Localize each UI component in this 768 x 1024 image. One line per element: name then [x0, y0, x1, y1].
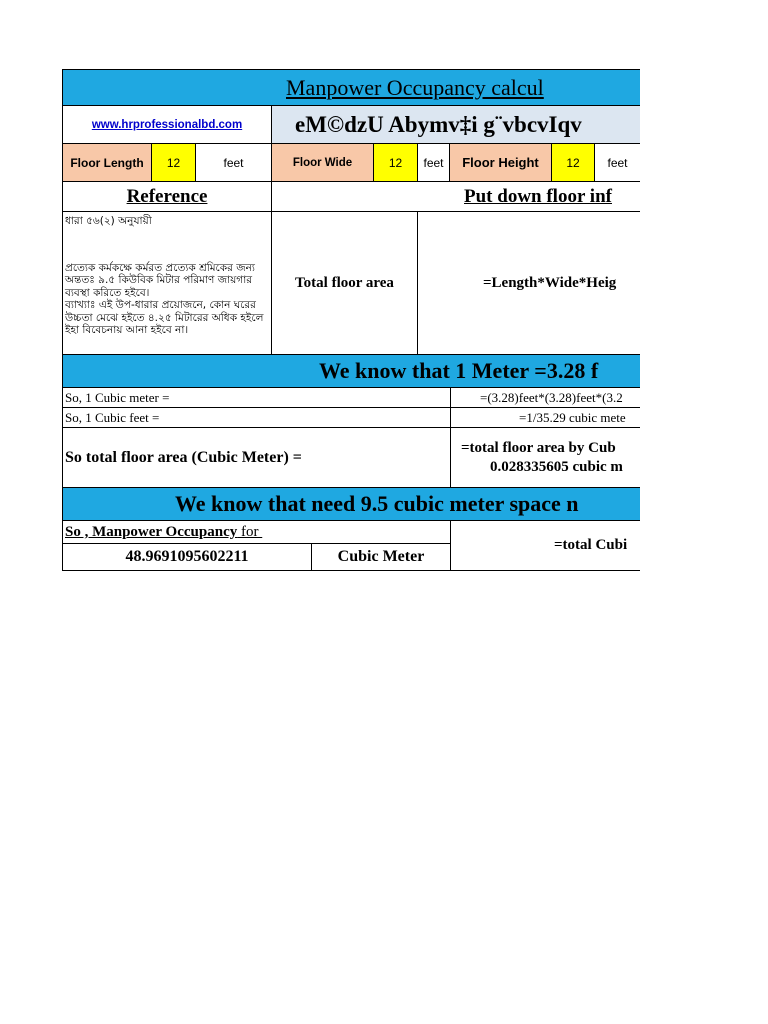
floor-length-value: 12: [166, 155, 181, 170]
floor-wide-unit: [418, 144, 450, 182]
reference-header-text: Reference: [126, 185, 208, 207]
meter-banner: [62, 354, 640, 388]
total-floor-area-label-cell: [272, 212, 418, 354]
total-floor-area-label: Total floor area: [295, 274, 394, 291]
put-down-header-text: Put down floor inf: [464, 185, 612, 207]
reference-explanation: ব্যাখ্যাঃ এই উপ-ধারার প্রয়োজনে, কোন ঘরের উচ্চতা মেঝে হইতে ৪.২৫ মিটারের অধিক হইলে ইহা বিবেচনায় আনা হইবে না।: [65, 299, 264, 336]
cubic-meter-formula-cell: [451, 388, 640, 408]
occupancy-unit-cell: [312, 544, 451, 571]
cubic-feet-formula: =1/35.29 cubic mete: [519, 409, 626, 425]
cubic-meter-formula: =(3.28)feet*(3.28)feet*(3.2: [480, 389, 623, 405]
floor-wide-label-text: Floor Wide: [292, 156, 353, 169]
floor-length-unit-text: feet: [223, 155, 244, 170]
floor-wide-value: 12: [388, 155, 403, 170]
floor-height-input[interactable]: [552, 144, 595, 182]
occupancy-formula: =total Cubi: [554, 537, 628, 553]
garbled-title: eM©dzU Abymv‡i g¨vbcvIqv: [295, 111, 582, 137]
reference-body: প্রত্যেক কর্মকক্ষে কর্মরত প্রত্যেক শ্রমিকের জন্য অন্ততঃ ৯.৫ কিউবিক মিটার পরিমাণ জায়গার ব্যবস্থা করিতে হইবে।: [65, 261, 255, 299]
title-banner: [62, 69, 640, 106]
reference-section: ধারা ৫৬(২) অনুযায়ী: [65, 215, 152, 227]
cubic-feet-label-cell: [62, 408, 451, 428]
floor-height-label-text: Floor Height: [462, 155, 539, 170]
garbled-title-cell: [272, 106, 640, 144]
occupancy-unit: Cubic Meter: [337, 548, 425, 565]
total-cubic-formula-line2: 0.028335605 cubic m: [490, 459, 623, 475]
cubic-meter-label-cell: [62, 388, 451, 408]
occupancy-label: [65, 524, 262, 541]
floor-wide-label: [272, 144, 374, 182]
need-banner: [62, 488, 640, 521]
total-floor-area-formula: =Length*Wide*Heig: [483, 274, 617, 291]
total-cubic-formula-cell: [451, 428, 640, 488]
cubic-meter-label: So, 1 Cubic meter =: [65, 389, 170, 405]
reference-text-cell: [62, 212, 272, 354]
meter-banner-text: We know that 1 Meter =3.28 f: [319, 358, 599, 383]
total-cubic-formula-line1: =total floor area by Cub: [461, 440, 616, 456]
page-title: Manpower Occupancy calcul: [286, 74, 544, 100]
reference-header: [62, 182, 272, 212]
floor-wide-input[interactable]: [374, 144, 418, 182]
floor-length-unit: [196, 144, 272, 182]
total-floor-area-formula-cell: [418, 212, 640, 354]
occupancy-formula-cell: [451, 521, 640, 571]
website-link[interactable]: www.hrprofessionalbd.com: [91, 118, 243, 131]
floor-height-unit: [595, 144, 640, 182]
website-cell: [62, 106, 272, 144]
occupancy-label-bold: So , Manpower Occupancy: [65, 523, 238, 540]
floor-height-unit-text: feet: [607, 155, 628, 170]
floor-length-input[interactable]: [152, 144, 196, 182]
cubic-feet-label: So, 1 Cubic feet =: [65, 409, 160, 425]
need-banner-text: We know that need 9.5 cubic meter space n: [175, 491, 579, 516]
occupancy-value: 48.9691095602211: [125, 548, 249, 565]
cubic-feet-formula-cell: [451, 408, 640, 428]
occupancy-value-cell: [62, 544, 312, 571]
spreadsheet: [62, 69, 640, 572]
occupancy-label-rest: for: [237, 523, 263, 540]
put-down-header: [272, 182, 640, 212]
total-cubic-label-cell: [62, 428, 451, 488]
floor-wide-unit-text: feet: [423, 155, 444, 170]
occupancy-label-cell: [62, 521, 451, 544]
floor-length-label: [62, 144, 152, 182]
floor-height-value: 12: [566, 155, 580, 170]
total-cubic-label: So total floor area (Cubic Meter) =: [65, 448, 302, 466]
floor-height-label: [450, 144, 552, 182]
floor-length-label-text: Floor Length: [70, 155, 144, 170]
